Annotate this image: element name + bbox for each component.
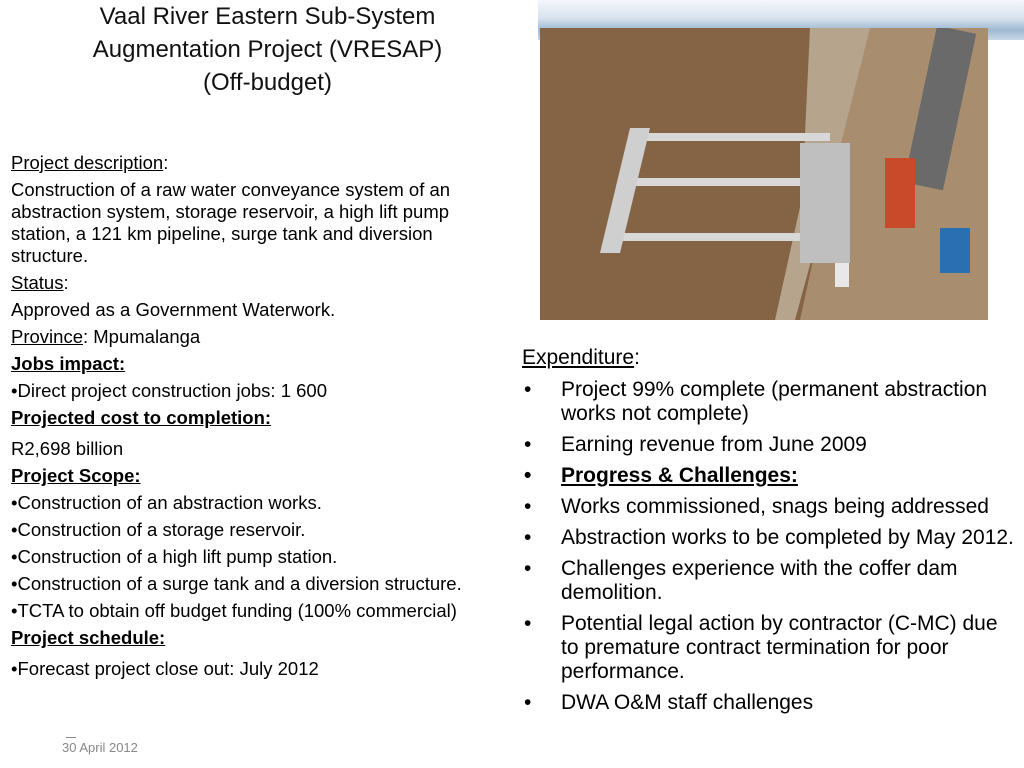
province-label: Province xyxy=(11,326,83,347)
expenditure-label: Expenditure xyxy=(522,346,635,369)
jobs-impact-label: Jobs impact: xyxy=(11,353,126,374)
status-label: Status xyxy=(11,272,64,293)
scope-item: •Construction of an abstraction works. xyxy=(11,492,322,513)
projected-cost-text: R2,698 billion xyxy=(11,438,124,459)
scope-item: •Construction of a storage reservoir. xyxy=(11,519,306,540)
project-schedule-label: Project schedule: xyxy=(11,627,166,648)
slide-title xyxy=(40,0,495,99)
list-item: • Abstraction works to be completed by May 2012. xyxy=(522,526,1017,550)
list-item: • Earning revenue from June 2009 xyxy=(522,433,1017,457)
title-line-3: (Off-budget) xyxy=(203,69,332,96)
scope-item: •TCTA to obtain off budget funding (100% commercial) xyxy=(11,600,457,621)
expenditure-list xyxy=(522,378,1017,715)
list-item: • DWA O&M staff challenges xyxy=(522,691,1017,715)
list-item: • Challenges experience with the coffer dam demolition. xyxy=(522,557,1017,605)
project-description-text: Construction of a raw water conveyance system of an abstraction system, storage reservoir, a high lift pump station, a 121 km pipeline, surge tank and diversion structure. xyxy=(11,179,451,266)
title-line-1: Vaal River Eastern Sub-System xyxy=(99,3,436,30)
province-text: : Mpumalanga xyxy=(82,326,201,347)
title-line-2: Augmentation Project (VRESAP) xyxy=(92,36,443,63)
scope-item: •Construction of a surge tank and a diversion structure. xyxy=(11,573,462,594)
scope-item: •Construction of a high lift pump station. xyxy=(11,546,338,567)
list-item: • Project 99% complete (permanent abstraction works not complete) xyxy=(522,378,1017,426)
list-item: • Potential legal action by contractor (C-MC) due to premature contract termination for poor performance. xyxy=(522,612,1017,684)
project-description-heading: Project description: xyxy=(11,152,169,173)
project-schedule-item: •Forecast project close out: July 2012 xyxy=(11,658,319,679)
status-text: Approved as a Government Waterwork. xyxy=(11,299,336,320)
project-scope-label: Project Scope: xyxy=(11,465,141,486)
expenditure-section xyxy=(522,346,1017,722)
jobs-impact-item: •Direct project construction jobs: 1 600 xyxy=(11,380,327,401)
progress-challenges-heading: • Progress & Challenges: xyxy=(522,464,1017,488)
expenditure-heading: Expenditure: xyxy=(522,346,640,369)
status-heading: Status: xyxy=(11,272,69,293)
project-details xyxy=(11,152,489,685)
projected-cost-label: Projected cost to completion: xyxy=(11,407,272,428)
abstraction-works-photo xyxy=(540,28,988,320)
project-description-label: Project description xyxy=(11,152,164,173)
list-item: • Works commissioned, snags being addressed xyxy=(522,495,1017,519)
province-line xyxy=(11,326,489,348)
footer-date: 30 April 2012 xyxy=(62,740,138,755)
